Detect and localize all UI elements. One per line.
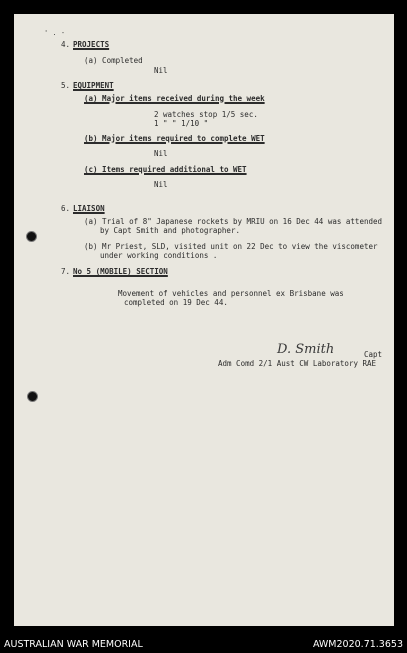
section-5-item-b: (b) Major items required to complete WET [84, 134, 265, 143]
binder-hole-upper [26, 231, 37, 242]
section-7-number: 7. [61, 267, 71, 276]
section-5-item-b-value: Nil [154, 149, 168, 158]
section-5-item-a: (a) Major items received during the week [84, 94, 265, 103]
signature-rank: Capt [364, 350, 383, 359]
document-page [14, 14, 394, 626]
corner-mark: ' . - [44, 29, 66, 37]
section-7-title: No 5 (MOBILE) SECTION [73, 267, 168, 276]
handwritten-signature: D. Smith [277, 342, 335, 357]
section-5-item-a-line2: 1 " " 1/10 " [154, 119, 209, 128]
section-4-item-a-value: Nil [154, 66, 168, 75]
binder-hole-lower [27, 391, 38, 402]
section-4-title: PROJECTS [73, 40, 110, 49]
section-7-line1: Movement of vehicles and personnel ex Brisbane was [118, 289, 344, 298]
footer-institution: AUSTRALIAN WAR MEMORIAL [4, 639, 143, 650]
section-6-item-a-line2: by Capt Smith and photographer. [100, 226, 240, 235]
section-5-number: 5. [61, 81, 71, 90]
archive-footer [0, 636, 407, 653]
section-4-item-a: (a) Completed [84, 56, 143, 65]
section-5-title: EQUIPMENT [73, 81, 114, 90]
section-6-item-b-line1: (b) Mr Priest, SLD, visited unit on 22 Dec to view the viscometer [84, 242, 378, 251]
section-4-number: 4. [61, 40, 71, 49]
section-6-item-a-line1: (a) Trial of 8" Japanese rockets by MRIU on 16 Dec 44 was attended [84, 217, 383, 226]
section-5-item-a-line1: 2 watches stop 1/5 sec. [154, 110, 258, 119]
section-5-item-c: (c) Items required additional to WET [84, 165, 247, 174]
signature-appointment: Adm Comd 2/1 Aust CW Laboratory RAE [218, 359, 377, 368]
section-5-item-c-value: Nil [154, 180, 168, 189]
section-6-title: LIAISON [73, 204, 105, 213]
footer-reference: AWM2020.71.3653 [312, 639, 403, 650]
section-7-line2: completed on 19 Dec 44. [124, 298, 228, 307]
section-6-number: 6. [61, 204, 71, 213]
section-6-item-b-line2: under working conditions . [100, 251, 218, 260]
